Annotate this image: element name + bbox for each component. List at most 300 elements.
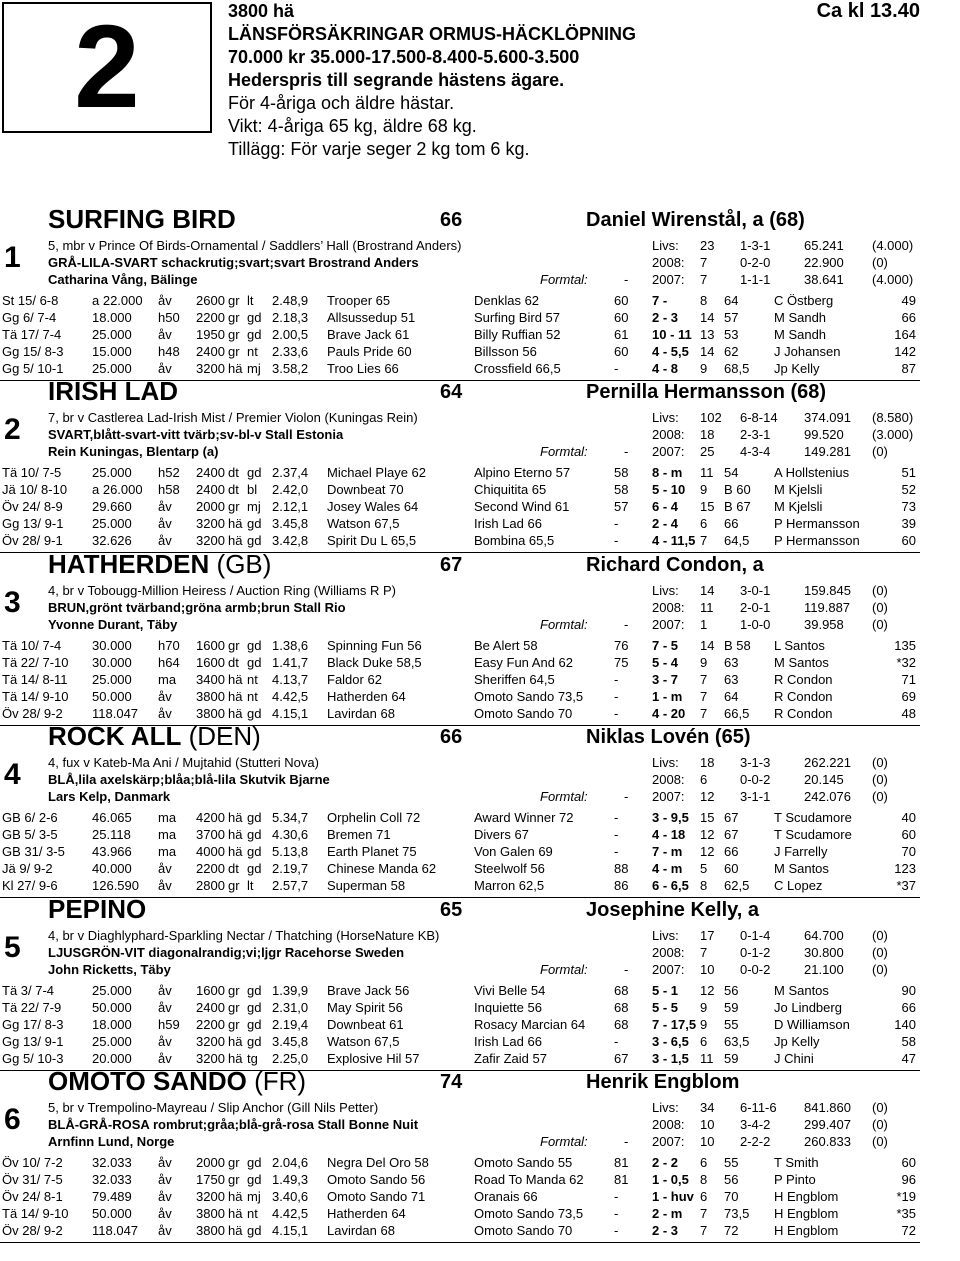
start-cell: 73	[901, 499, 916, 514]
start-cell: Explosive Hil 57	[327, 1051, 420, 1066]
career-stat: 3-1-3	[740, 755, 771, 770]
race-title: LÄNSFÖRSÄKRINGAR ORMUS-HÄCKLÖPNING	[228, 24, 636, 44]
start-cell: 2.33,6	[272, 344, 309, 359]
start-cell: 2000	[196, 499, 225, 514]
career-stat: 2008:	[652, 945, 685, 960]
start-cell: 52	[901, 482, 916, 497]
start-cell: J Farrelly	[774, 844, 828, 859]
start-cell: 4 - 5,5	[652, 344, 689, 359]
start-cell: 40.000	[92, 861, 132, 876]
career-stat: 1-1-1	[740, 272, 771, 287]
trainer-name: Yvonne Durant, Täby	[48, 617, 178, 632]
start-cell: nt	[247, 672, 258, 687]
start-cell: bl	[247, 482, 258, 497]
career-stat: 374.091	[804, 410, 851, 425]
start-cell: 3 - 9,5	[652, 810, 689, 825]
start-cell: gd	[247, 533, 262, 548]
horse-country: (DEN)	[188, 721, 261, 751]
start-cell: gr	[228, 638, 240, 653]
career-stat: 64.700	[804, 928, 844, 943]
start-cell: Divers 67	[474, 827, 529, 842]
horse-name-text: IRISH LAD	[48, 376, 178, 406]
start-cell: 2 - m	[652, 1206, 683, 1221]
start-cell: 3400	[196, 672, 225, 687]
start-cell: -	[614, 516, 619, 531]
horse-pedigree: 5, br v Trempolino-Mayreau / Slip Anchor (Gill Nils Petter)	[48, 1100, 379, 1115]
start-cell: dt	[228, 482, 239, 497]
formtal-label: Formtal:	[540, 444, 588, 459]
start-cell: 14	[700, 344, 715, 359]
start-cell: 56	[724, 983, 739, 998]
horse-name	[48, 720, 261, 752]
start-cell: 81	[614, 1155, 629, 1170]
start-cell: Pauls Pride 60	[327, 344, 412, 359]
race-honor: Hederspris till segrande hästens ägare.	[228, 70, 565, 90]
start-cell: 4000	[196, 844, 225, 859]
horse-country: (GB)	[216, 549, 272, 579]
horse-name-text: PEPINO	[48, 894, 147, 924]
start-cell: B 60	[724, 482, 751, 497]
start-cell: 79.489	[92, 1189, 132, 1204]
race-eligibility: För 4-åriga och äldre hästar.	[228, 93, 455, 113]
start-cell: gr	[228, 1155, 240, 1170]
start-cell: Michael Playe 62	[327, 465, 426, 480]
horse-entry	[0, 720, 960, 893]
start-cell: 3200	[196, 1034, 225, 1049]
jockey-name: Henrik Engblom	[586, 1071, 740, 1093]
career-stat: (8.580)	[872, 410, 914, 425]
start-row	[0, 1033, 920, 1050]
start-cell: 57	[614, 499, 629, 514]
start-cell: 14	[700, 310, 715, 325]
start-cell: Lavirdan 68	[327, 706, 395, 721]
start-cell: 3.58,2	[272, 361, 309, 376]
career-stat: 38.641	[804, 272, 844, 287]
horse-pedigree: 4, fux v Kateb-Ma Ani / Mujtahid (Stutteri Nova)	[48, 755, 319, 770]
start-cell: 25.000	[92, 1034, 132, 1049]
career-stat: 7	[700, 272, 708, 287]
formtal-value: -	[624, 789, 629, 804]
start-cell: 7 - 17,5	[652, 1017, 697, 1032]
start-cell: Tä 22/ 7-10	[2, 655, 69, 670]
start-cell: gd	[247, 310, 262, 325]
career-stat: 20.145	[804, 772, 844, 787]
start-cell: 5.13,8	[272, 844, 309, 859]
start-cell: dt	[228, 655, 239, 670]
jockey-name: Richard Condon, a	[586, 554, 764, 576]
start-cell: 6 - 6,5	[652, 878, 689, 893]
start-cell: gd	[247, 706, 262, 721]
start-cell: 72	[724, 1223, 739, 1238]
start-cell: 2400	[196, 482, 225, 497]
formtal-label: Formtal:	[540, 1134, 588, 1149]
career-stat: (0)	[872, 600, 888, 615]
formtal-label: Formtal:	[540, 962, 588, 977]
start-cell: 7 - m	[652, 844, 683, 859]
start-cell: hä	[228, 706, 243, 721]
start-cell: Bombina 65,5	[474, 533, 555, 548]
start-cell: 9	[700, 482, 708, 497]
start-cell: 2.42,0	[272, 482, 309, 497]
start-cell: 2 - 2	[652, 1155, 679, 1170]
start-cell: 9	[700, 655, 708, 670]
start-cell: 69	[901, 689, 916, 704]
start-cell: -	[614, 844, 619, 859]
career-stat: 14	[700, 583, 715, 598]
start-cell: P Hermansson	[774, 533, 860, 548]
start-cell: 72	[901, 1223, 916, 1238]
start-cell: 64	[724, 293, 739, 308]
start-cell: gd	[247, 516, 262, 531]
start-cell: 18.000	[92, 1017, 132, 1032]
start-cell: 2000	[196, 1155, 225, 1170]
start-cell: gd	[247, 810, 262, 825]
start-cell: Tä 22/ 7-9	[2, 1000, 62, 1015]
horse-weight: 66	[440, 209, 463, 231]
start-cell: 2 - 3	[652, 1223, 679, 1238]
career-stat: (0)	[872, 583, 888, 598]
start-cell: gd	[247, 1172, 262, 1187]
start-cell: 5	[700, 861, 708, 876]
start-cell: lt	[247, 878, 254, 893]
start-cell: gr	[228, 499, 240, 514]
start-cell: 1.49,3	[272, 1172, 309, 1187]
start-cell: 2.31,0	[272, 1000, 309, 1015]
start-cell: 3200	[196, 533, 225, 548]
start-cell: Tä 10/ 7-5	[2, 465, 62, 480]
start-cell: åv	[158, 533, 172, 548]
horse-name-text: SURFING BIRD	[48, 204, 236, 234]
start-cell: 123	[894, 861, 916, 876]
career-stat: 6-11-6	[740, 1100, 777, 1115]
horse-pedigree: 4, br v Tobougg-Million Heiress / Auction Ring (Williams R P)	[48, 583, 396, 598]
start-cell: hä	[228, 1223, 243, 1238]
start-row	[0, 1205, 920, 1222]
start-cell: Omoto Sando 73,5	[474, 689, 584, 704]
start-cell: Omoto Sando 73,5	[474, 1206, 584, 1221]
start-cell: T Smith	[774, 1155, 819, 1170]
start-cell: 3.42,8	[272, 533, 309, 548]
start-cell: 3700	[196, 827, 225, 842]
start-cell: 7 -	[652, 293, 668, 308]
start-cell: 2.00,5	[272, 327, 309, 342]
start-cell: 54	[724, 465, 739, 480]
start-cell: åv	[158, 689, 172, 704]
start-cell: 2.48,9	[272, 293, 309, 308]
start-cell: h70	[158, 638, 180, 653]
start-cell: Earth Planet 75	[327, 844, 417, 859]
start-cell: hä	[228, 516, 243, 531]
start-cell: 49	[901, 293, 916, 308]
start-cell: 3800	[196, 1206, 225, 1221]
horse-country: (FR)	[254, 1066, 307, 1096]
start-cell: Billy Ruffian 52	[474, 327, 561, 342]
horse-name-text: HATHERDEN	[48, 549, 210, 579]
start-cell: 18.000	[92, 310, 132, 325]
start-row	[0, 1188, 920, 1205]
start-cell: ma	[158, 810, 177, 825]
start-cell: 3200	[196, 1051, 225, 1066]
start-cell: Zafir Zaid 57	[474, 1051, 547, 1066]
start-cell: P Pinto	[774, 1172, 816, 1187]
start-cell: Allsussedup 51	[327, 310, 416, 325]
start-cell: åv	[158, 1000, 172, 1015]
start-cell: 1 - 0,5	[652, 1172, 689, 1187]
start-row	[0, 843, 920, 860]
career-stat: 65.241	[804, 238, 844, 253]
start-cell: 53	[724, 327, 739, 342]
start-cell: J Johansen	[774, 344, 841, 359]
career-stat: 23	[700, 238, 715, 253]
start-cell: 12	[700, 844, 715, 859]
start-cell: *32	[896, 655, 916, 670]
start-cell: hä	[228, 689, 243, 704]
start-cell: M Santos	[774, 861, 829, 876]
start-cell: -	[614, 689, 619, 704]
horse-pedigree: 5, mbr v Prince Of Birds-Ornamental / Saddlers’ Hall (Brostrand Anders)	[48, 238, 462, 253]
start-cell: Josey Wales 64	[327, 499, 419, 514]
start-cell: D Williamson	[774, 1017, 850, 1032]
career-stat: 1-0-0	[740, 617, 771, 632]
start-cell: Öv 31/ 7-5	[2, 1172, 63, 1187]
start-cell: -	[614, 1034, 619, 1049]
start-cell: -	[614, 810, 619, 825]
career-stat: (0)	[872, 962, 888, 977]
start-cell: 140	[894, 1017, 916, 1032]
start-cell: 51	[901, 465, 916, 480]
horse-entry	[0, 1065, 960, 1238]
career-stat: 2008:	[652, 255, 685, 270]
start-cell: 88	[614, 861, 629, 876]
start-cell: Chinese Manda 62	[327, 861, 437, 876]
start-cell: 8 - m	[652, 465, 683, 480]
career-stat: 1	[700, 617, 708, 632]
career-stat: 260.833	[804, 1134, 851, 1149]
career-stat: 2007:	[652, 1134, 685, 1149]
career-stat: 841.860	[804, 1100, 851, 1115]
start-cell: 3.45,8	[272, 516, 309, 531]
start-cell: Spinning Fun 56	[327, 638, 422, 653]
start-cell: Tä 14/ 9-10	[2, 689, 69, 704]
career-stat: (3.000)	[872, 427, 914, 442]
start-cell: A Hollstenius	[774, 465, 850, 480]
start-cell: 1600	[196, 638, 225, 653]
start-cell: åv	[158, 1223, 172, 1238]
start-cell: 67	[614, 1051, 629, 1066]
start-cell: 66	[901, 1000, 916, 1015]
start-cell: 3200	[196, 361, 225, 376]
owner-colors: BRUN,grönt tvärband;gröna armb;brun Stall Rio	[48, 600, 346, 615]
start-cell: åv	[158, 293, 172, 308]
start-cell: Steelwolf 56	[474, 861, 545, 876]
start-cell: -	[614, 1223, 619, 1238]
start-cell: Chiquitita 65	[474, 482, 547, 497]
start-cell: Tä 14/ 8-11	[2, 672, 68, 687]
start-cell: gr	[228, 327, 240, 342]
career-stat: 119.887	[804, 600, 851, 615]
start-cell: R Condon	[774, 689, 833, 704]
start-cell: 71	[901, 672, 916, 687]
start-cell: 60	[614, 310, 629, 325]
start-cell: 96	[901, 1172, 916, 1187]
start-cell: 135	[894, 638, 916, 653]
start-cell: 67	[724, 810, 739, 825]
start-cell: hä	[228, 827, 243, 842]
start-cell: 40	[901, 810, 916, 825]
start-cell: Gg 17/ 8-3	[2, 1017, 64, 1032]
entry-divider	[0, 1242, 920, 1243]
start-cell: 58	[614, 465, 629, 480]
start-cell: gr	[228, 1172, 240, 1187]
start-cell: 66	[724, 844, 739, 859]
start-cell: H Engblom	[774, 1189, 839, 1204]
start-cell: åv	[158, 878, 172, 893]
start-row	[0, 982, 920, 999]
jockey-name: Pernilla Hermansson (68)	[586, 381, 827, 403]
start-cell: Von Galen 69	[474, 844, 553, 859]
career-stat: 4-3-4	[740, 444, 771, 459]
start-cell: Hatherden 64	[327, 1206, 406, 1221]
start-cell: 2400	[196, 465, 225, 480]
formtal-label: Formtal:	[540, 617, 588, 632]
start-cell: 2.57,7	[272, 878, 309, 893]
start-cell: May Spirit 56	[327, 1000, 403, 1015]
start-cell: 4.15,1	[272, 706, 309, 721]
start-cell: hä	[228, 1189, 243, 1204]
start-cell: 66,5	[724, 706, 750, 721]
start-cell: -	[614, 1189, 619, 1204]
start-row	[0, 688, 920, 705]
start-cell: 25.000	[92, 361, 132, 376]
start-row	[0, 860, 920, 877]
start-cell: hä	[228, 1206, 243, 1221]
start-cell: 30.000	[92, 638, 132, 653]
start-cell: 2.12,1	[272, 499, 309, 514]
owner-colors: GRÅ-LILA-SVART schackrutig;svart;svart Brostrand Anders	[48, 255, 419, 270]
start-row	[0, 637, 920, 654]
start-cell: Spirit Du L 65,5	[327, 533, 417, 548]
start-cell: 68,5	[724, 361, 750, 376]
start-cell: Kl 27/ 9-6	[2, 878, 58, 893]
start-cell: 4 - 20	[652, 706, 686, 721]
start-cell: M Santos	[774, 983, 829, 998]
start-cell: 2.19,4	[272, 1017, 309, 1032]
career-stat: 2008:	[652, 1117, 685, 1132]
start-cell: hä	[228, 361, 243, 376]
start-cell: 3 - 7	[652, 672, 679, 687]
start-cell: Faldor 62	[327, 672, 382, 687]
start-cell: Öv 28/ 9-2	[2, 1223, 63, 1238]
career-stat: 0-1-4	[740, 928, 771, 943]
start-cell: 86	[614, 878, 629, 893]
race-prize: 70.000 kr 35.000-17.500-8.400-5.600-3.500	[228, 47, 580, 67]
start-cell: åv	[158, 516, 172, 531]
start-cell: 3 - 1,5	[652, 1051, 689, 1066]
career-stat: Livs:	[652, 1100, 679, 1115]
start-cell: Award Winner 72	[474, 810, 574, 825]
career-stat: 22.900	[804, 255, 844, 270]
trainer-name: Lars Kelp, Danmark	[48, 789, 171, 804]
start-cell: 9	[700, 361, 708, 376]
start-cell: a 26.000	[92, 482, 143, 497]
owner-colors: BLÅ,lila axelskärp;blåa;blå-lila Skutvik Bjarne	[48, 772, 330, 787]
start-cell: Downbeat 61	[327, 1017, 404, 1032]
start-cell: gd	[247, 983, 262, 998]
horse-weight: 64	[440, 381, 463, 403]
start-cell: *19	[896, 1189, 916, 1204]
start-cell: 11	[700, 1051, 714, 1066]
start-cell: R Condon	[774, 706, 833, 721]
start-cell: Gg 5/ 10-3	[2, 1051, 64, 1066]
race-number-box	[2, 2, 212, 133]
career-stat: (0)	[872, 1100, 888, 1115]
start-cell: 7	[700, 533, 708, 548]
start-cell: åv	[158, 361, 172, 376]
formtal-value: -	[624, 1134, 629, 1149]
start-cell: gr	[228, 1000, 240, 1015]
horse-name	[48, 375, 178, 407]
start-cell: C Östberg	[774, 293, 834, 308]
start-cell: 63	[724, 672, 739, 687]
start-cell: Watson 67,5	[327, 516, 400, 531]
career-stat: 3-1-1	[740, 789, 771, 804]
start-cell: gd	[247, 1034, 262, 1049]
start-cell: mj	[247, 499, 261, 514]
start-cell: 9	[700, 1017, 708, 1032]
formtal-value: -	[624, 617, 629, 632]
start-row	[0, 464, 920, 481]
start-cell: 2.04,6	[272, 1155, 309, 1170]
start-cell: *35	[896, 1206, 916, 1221]
career-stat: (0)	[872, 1134, 888, 1149]
start-cell: 63,5	[724, 1034, 750, 1049]
start-cell: Gg 13/ 9-1	[2, 1034, 64, 1049]
start-cell: 32.626	[92, 533, 132, 548]
start-cell: 1950	[196, 327, 225, 342]
start-cell: 60	[901, 533, 916, 548]
start-cell: 5 - 4	[652, 655, 679, 670]
start-cell: 1 - m	[652, 689, 683, 704]
horse-name	[48, 203, 236, 235]
start-cell: 60	[724, 861, 739, 876]
career-stat: 2008:	[652, 427, 685, 442]
start-cell: Omoto Sando 71	[327, 1189, 426, 1204]
start-cell: gd	[247, 1017, 262, 1032]
career-stat: 242.076	[804, 789, 851, 804]
horse-pedigree: 7, br v Castlerea Lad-Irish Mist / Premier Violon (Kuningas Rein)	[48, 410, 418, 425]
start-cell: 15	[700, 499, 715, 514]
start-cell: M Sandh	[774, 310, 827, 325]
career-stat: 99.520	[804, 427, 844, 442]
start-cell: 2400	[196, 344, 225, 359]
start-cell: 3800	[196, 706, 225, 721]
start-cell: hä	[228, 1034, 243, 1049]
start-cell: -	[614, 533, 619, 548]
owner-colors: LJUSGRÖN-VIT diagonalrandig;vi;ljgr Racehorse Sweden	[48, 945, 405, 960]
start-cell: 2.18,3	[272, 310, 309, 325]
start-cell: 25.118	[92, 827, 131, 842]
start-cell: 2.19,7	[272, 861, 309, 876]
start-cell: 68	[614, 1000, 629, 1015]
career-stat: (0)	[872, 755, 888, 770]
start-cell: Downbeat 70	[327, 482, 404, 497]
start-cell: hä	[228, 533, 243, 548]
start-cell: åv	[158, 1051, 172, 1066]
start-cell: nt	[247, 689, 258, 704]
start-cell: 8	[700, 1172, 708, 1187]
career-stat: 262.221	[804, 755, 851, 770]
start-cell: Irish Lad 66	[474, 516, 542, 531]
